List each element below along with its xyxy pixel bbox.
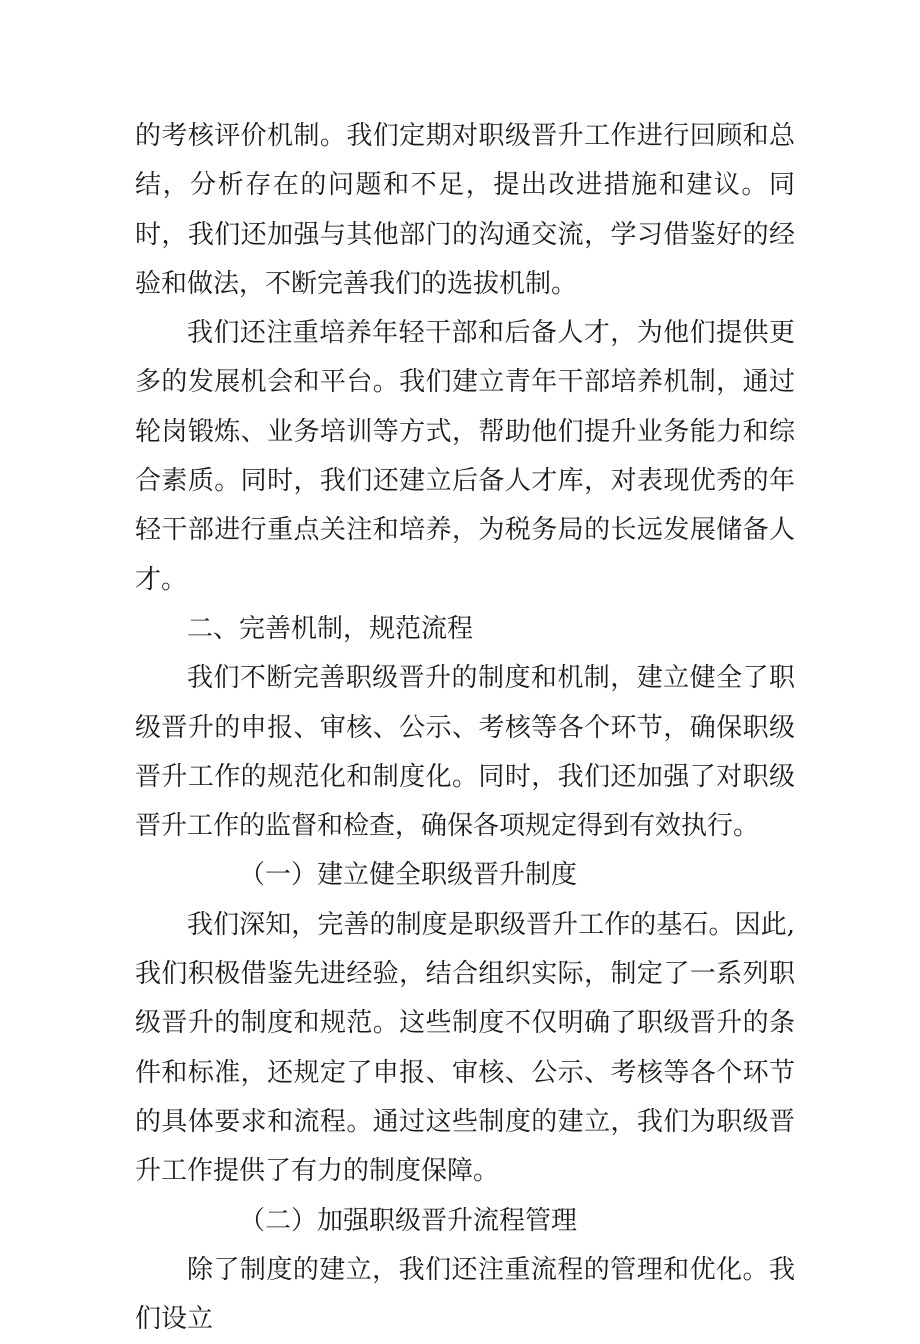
section-heading: 二、完善机制，规范流程	[187, 613, 474, 644]
paragraph-continuation: 的考核评价机制。我们定期对职级晋升工作进行回顾和总结，分析存在的问题和不足，提出改进措施和建议。同时，我们还加强与其他部门的沟通交流，学习借鉴好的经验和做法，不断完善我们的选拔机制。	[135, 121, 795, 299]
paragraph-mechanism: 我们不断完善职级晋升的制度和机制，建立健全了职级晋升的申报、审核、公示、考核等各个环节，确保职级晋升工作的规范化和制度化。同时，我们还加强了对职级晋升工作的监督和检查，确保各项规定得到有效执行。	[135, 663, 795, 842]
subsection-heading-2: （二）加强职级晋升流程管理	[239, 1205, 578, 1236]
document-body	[135, 112, 795, 1344]
paragraph-young-cadres: 我们还注重培养年轻干部和后备人才，为他们提供更多的发展机会和平台。我们建立青年干部培养机制，通过轮岗锻炼、业务培训等方式，帮助他们提升业务能力和综合素质。同时，我们还建立后备人才库，对表现优秀的年轻干部进行重点关注和培养，为税务局的长远发展储备人才。	[135, 318, 795, 595]
subsection-heading-1: （一）建立健全职级晋升制度	[239, 860, 578, 891]
paragraph-system: 我们深知，完善的制度是职级晋升工作的基石。因此,我们积极借鉴先进经验，结合组织实际，制定了一系列职级晋升的制度和规范。这些制度不仅明确了职级晋升的条件和标准，还规定了申报、审核、公示、考核等各个环节的具体要求和流程。通过这些制度的建立，我们为职级晋升工作提供了有力的制度保障。	[135, 909, 795, 1187]
paragraph-process: 除了制度的建立，我们还注重流程的管理和优化。我们设立	[135, 1254, 795, 1335]
